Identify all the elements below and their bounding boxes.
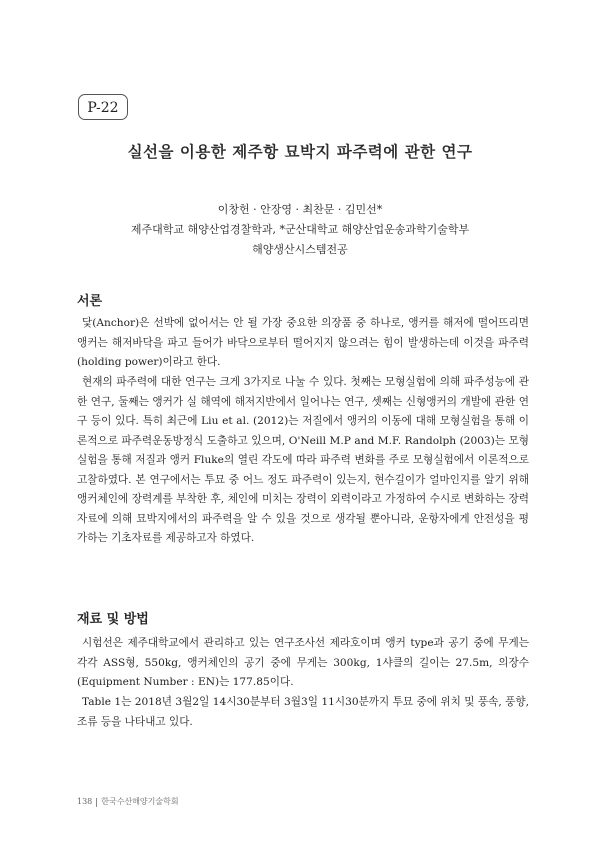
author-affiliation-dept: 해양생산시스템전공: [252, 243, 348, 256]
page-footer: [77, 796, 179, 807]
journal-name: 한국수산해양기술학회: [101, 797, 179, 806]
page-number: 138: [77, 797, 93, 806]
methods-paragraph-1: 시험선은 제주대학교에서 관리하고 있는 연구조사선 제라호이며 앵커 type과 공기 중에 무게는 각각 ASS형, 550kg, 앵커체인의 공기 중에 무게는 300kg, 1샤클의 길이는 27.5m, 의장수(Equipment Number : EN)는 177.85이다.: [77, 637, 529, 688]
section-heading-intro: 서론: [77, 294, 103, 309]
section-heading-methods: 재료 및 방법: [77, 612, 149, 627]
paper-title: 실선을 이용한 제주항 묘박지 파주력에 관한 연구: [127, 142, 473, 161]
methods-paragraph-2: Table 1는 2018년 3월2일 14시30분부터 3월3일 11시30분까지 투묘 중에 위치 및 풍속, 풍향, 조류 등을 나타내고 있다.: [77, 696, 529, 728]
intro-paragraph-2: 현재의 파주력에 대한 연구는 크게 3가지로 나눌 수 있다. 첫째는 모형실험에 의해 파주성능에 관한 연구, 둘째는 앵커가 실 해역에 해저지반에서 일어나는 연구, 셋째는 신형앵커의 개발에 관한 연구 등이 있다. 특히 최근에 Liu et al. (2012)는 저질에서 앵커의 이동에 대해 모형실험을 통해 이론적으로 파주력운동방정식 도출하고 있으며, O'Neill M.P and M.F. Randolph (2003)는 모형실험을 통해 저질과 앵커 Fluke의 열린 각도에 따라 파주력 변화를 주로 모형실험에서 이론적으로 고찰하였다. 본 연구에서는 투묘 중 어느 정도 파주력이 있는지, 현수길이가 얼마인지를 알기 위해 앵커체인에 장력계를 부착한 후, 체인에 미치는 장력이 외력이라고 가정하여 수시로 변화하는 장력자료에 의해 묘박지에서의 파주력을 알 수 있을 것으로 생각될 뿐아니라, 운항자에게 안전성을 평가하는 기초자료를 제공하고자 하였다.: [77, 376, 529, 544]
author-block: [0, 200, 600, 260]
intro-paragraph-1: 닻(Anchor)은 선박에 없어서는 안 될 가장 중요한 의장품 중 하나로, 앵커를 해저에 떨어뜨리면 앵커는 해저바닥을 파고 들어가 바닥으로부터 떨어지지 않으려는 힘이 발생하는데 이것을 파주력 (holding power)이라고 한다.: [77, 317, 529, 368]
footer-divider: [96, 798, 97, 807]
poster-id-badge: P-22: [78, 94, 128, 120]
author-affiliation: 제주대학교 해양산업경찰학과, *군산대학교 해양산업운송과학기술학부: [130, 223, 470, 236]
author-names: 이창헌 · 안장영 · 최찬문 · 김민선*: [217, 203, 383, 216]
